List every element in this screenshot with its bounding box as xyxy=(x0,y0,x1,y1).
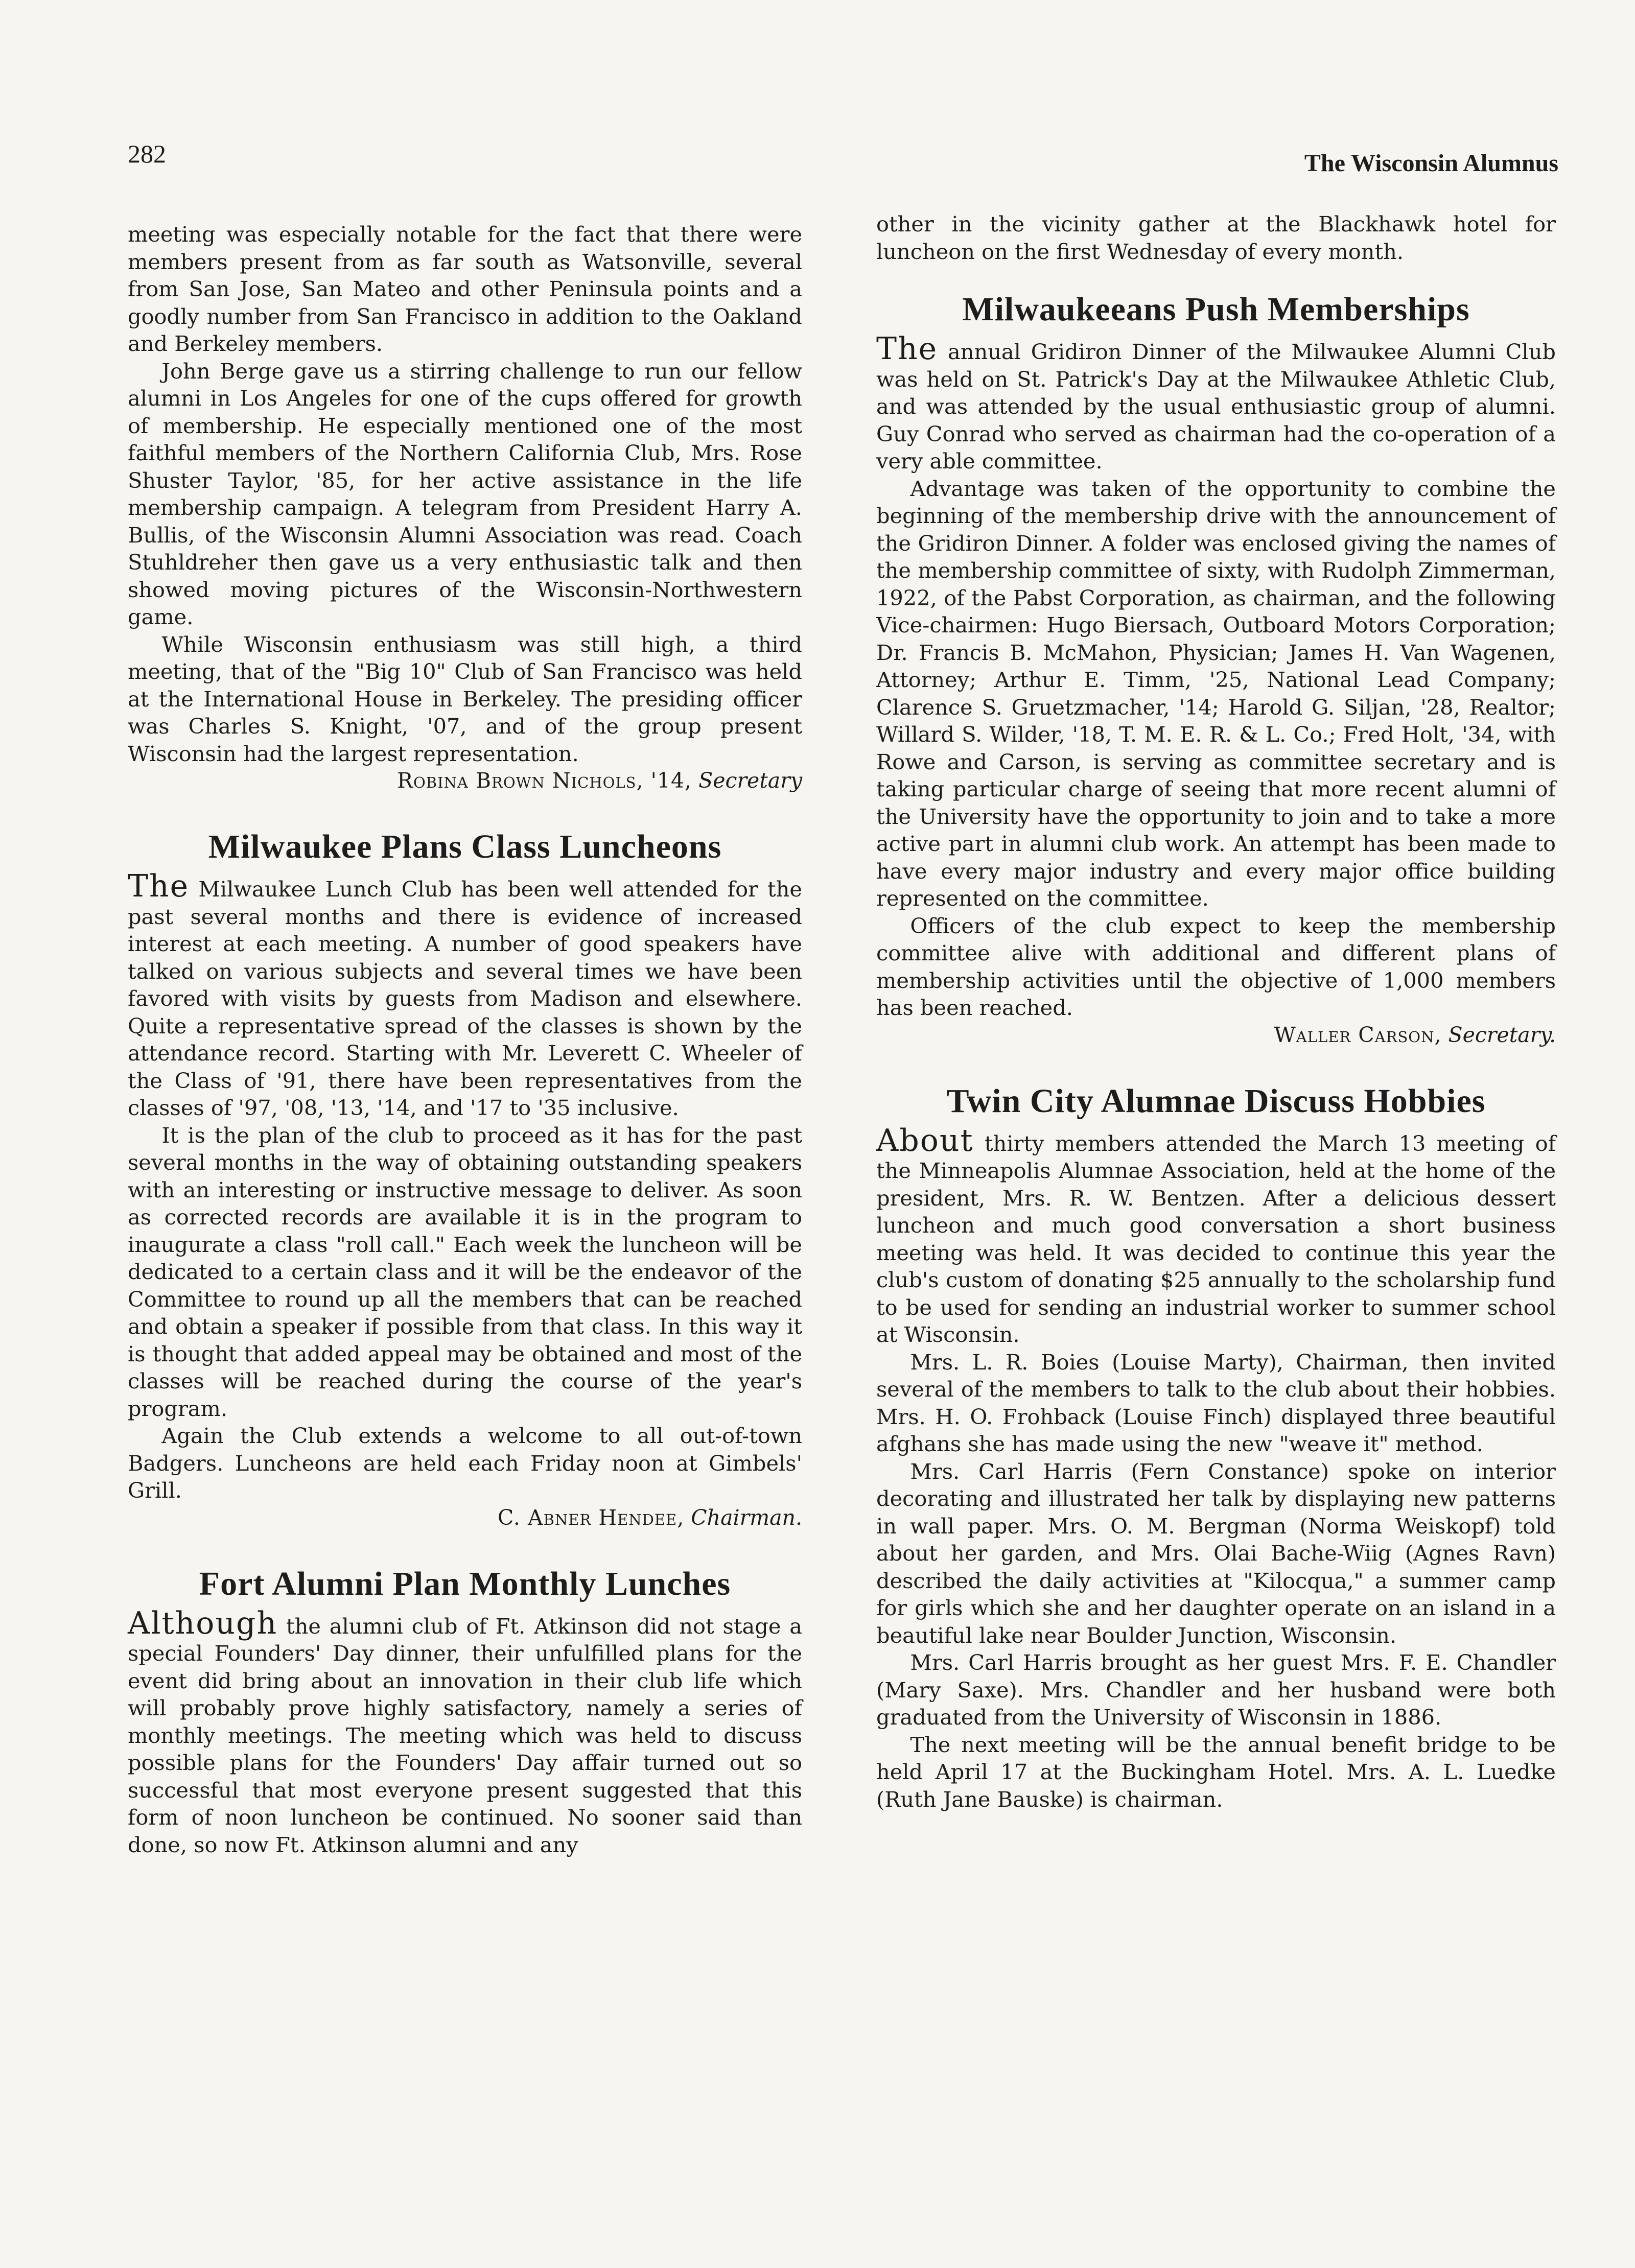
paragraph-text: thirty members attended the March 13 meeting of the Minneapolis Alumnae Association, held at the home of the president, Mrs. R. W. Bentzen. After a delicious dessert luncheon and much good conversation a short business meeting was held. It was decided to continue this year the club's custom of donating $25 annually to the scholarship fund to be used for sending an industrial worker to summer school at Wisconsin. xyxy=(876,1130,1556,1347)
signature-name: C. Abner Hendee, xyxy=(498,1505,685,1530)
paragraph xyxy=(876,1122,1556,1349)
lead-word: The xyxy=(128,868,190,904)
lead-word: About xyxy=(876,1122,974,1159)
lead-word: Although xyxy=(128,1605,278,1641)
right-column xyxy=(876,210,1556,1813)
paragraph: other in the vicinity gather at the Blackhawk hotel for luncheon on the first Wednesday of every month. xyxy=(876,211,1556,264)
signature-role: Secretary. xyxy=(1448,1022,1556,1047)
paragraph-text: the alumni club of Ft. Atkinson did not stage a special Founders' Day dinner, their unfulfilled plans for the event did bring about an innovation in their club life which will probably prove highly satisfactory, namely a series of monthly meetings. The meeting which was held to discuss possible plans for the Founders' Day affair turned out so successful that most everyone present suggested that this form of noon luncheon be continued. No sooner said than done, so now Ft. Atkinson alumni and any xyxy=(128,1613,802,1857)
paragraph: Mrs. Carl Harris brought as her guest Mrs. F. E. Chandler (Mary Saxe). Mrs. Chandler and her husband were both graduated from the University of Wisconsin in 1886. xyxy=(876,1650,1556,1730)
lead-word: The xyxy=(876,331,938,367)
paragraph: The next meeting will be the annual benefit bridge to be held April 17 at the Buckingham Hotel. Mrs. A. L. Luedke (Ruth Jane Bauske) is chairman. xyxy=(876,1732,1556,1812)
signature-role: Secretary xyxy=(698,768,802,793)
article-title: Milwaukee Plans Class Luncheons xyxy=(208,828,722,865)
signature xyxy=(128,1504,802,1531)
article-title: Twin City Alumnae Discuss Hobbies xyxy=(946,1082,1486,1120)
paragraph: Mrs. L. R. Boies (Louise Marty), Chairman, then invited several of the members to talk to the club about their hobbies. Mrs. H. O. Frohback (Louise Finch) displayed three beautiful afghans she has made using the new "weave it" method. xyxy=(876,1349,1556,1456)
paragraph: meeting was especially notable for the fact that there were members present from as far south as Watsonville, several from San Jose, San Mateo and other Peninsula points and a goodly number from San Francisco in addition to the Oakland and Berkeley members. xyxy=(128,222,802,356)
signature-role: Chairman. xyxy=(691,1505,802,1530)
paragraph: Mrs. Carl Harris (Fern Constance) spoke on interior decorating and illustrated her talk by displaying new patterns in wall paper. Mrs. O. M. Bergman (Norma Weiskopf) told about her garden, and Mrs. Olai Bache-Wiig (Agnes Ravn) described the daily activities at "Kilocqua," a summer camp for girls which she and her daughter operate on an island in a beautiful lake near Boulder Junction, Wisconsin. xyxy=(876,1458,1556,1648)
article-title: Milwaukeeans Push Memberships xyxy=(962,291,1470,328)
paragraph: While Wisconsin enthusiasm was still high, a third meeting, that of the "Big 10" Club of San Francisco was held at the International House in Berkeley. The presiding officer was Charles S. Knight, '07, and of the group present Wisconsin had the largest representation. xyxy=(128,631,802,766)
paragraph: John Berge gave us a stirring challenge to run our fellow alumni in Los Angeles for one of the cups offered for growth of membership. He especially mentioned one of the most faithful members of the Northern California Club, Mrs. Rose Shuster Taylor, '85, for her active assistance in the life membership campaign. A telegram from President Harry A. Bullis, of the Wisconsin Alumni Association was read. Coach Stuhldreher then gave us a very enthusiastic talk and then showed moving pictures of the Wisconsin-Northwestern game. xyxy=(128,358,802,629)
signature xyxy=(876,1022,1556,1049)
signature-name: Robina Brown Nichols, '14, xyxy=(397,768,692,793)
paragraph xyxy=(128,868,802,1122)
publication-title: The Wisconsin Alumnus xyxy=(1304,150,1558,177)
paragraph: Advantage was taken of the opportunity to combine the beginning of the membership drive with the announcement of the Gridiron Dinner. A folder was enclosed giving the names of the membership committee of sixty, with Rudolph Zimmerman, 1922, of the Pabst Corporation, as chairman, and the following Vice-chairmen: Hugo Biersach, Outboard Motors Corporation; Dr. Francis B. McMahon, Physician; James H. Van Wagenen, Attorney; Arthur E. Timm, '25, National Lead Company; Clarence S. Gruetzmacher, '14; Harold G. Siljan, '28, Realtor; Willard S. Wilder, '18, T. M. E. R. & L. Co.; Fred Holt, '34, with Rowe and Carson, is serving as committee secretary and is taking particular charge of seeing that more recent alumni of the University have the opportunity to join and to take a more active part in alumni club work. An attempt has been made to have every major industry and every major office building represented on the committee. xyxy=(876,476,1556,911)
paragraph-text: annual Gridiron Dinner of the Milwaukee Alumni Club was held on St. Patrick's Day at the Milwaukee Athletic Club, and was attended by the usual enthusiastic group of alumni. Guy Conrad who served as chairman had the co-operation of a very able committee. xyxy=(876,339,1556,474)
page-number: 282 xyxy=(128,139,166,168)
paragraph: It is the plan of the club to proceed as it has for the past several months in the way of obtaining outstanding speakers with an interesting or instructive message to deliver. As soon as corrected records are available it is in the program to inaugurate a class "roll call." Each week the luncheon will be dedicated to a certain class and it will be the endeavor of the Committee to round up all the members that can be reached and obtain a speaker if possible from that class. In this way it is thought that added appeal may be obtained and most of the classes will be reached during the course of the year's program. xyxy=(128,1122,802,1421)
paragraph: Officers of the club expect to keep the membership committee alive with additional and different plans of membership activities until the objective of 1,000 members has been reached. xyxy=(876,913,1556,1020)
signature-name: Waller Carson, xyxy=(1274,1022,1442,1047)
paragraph xyxy=(128,1605,802,1859)
paragraph: Again the Club extends a welcome to all out-of-town Badgers. Luncheons are held each Friday noon at Gimbels' Grill. xyxy=(128,1423,802,1503)
paragraph xyxy=(876,331,1556,475)
paragraph-text: Milwaukee Lunch Club has been well attended for the past several months and there is evidence of increased interest at each meeting. A number of good speakers have talked on various subjects and several times we have been favored with visits by guests from Madison and elsewhere. Quite a representative spread of the classes is shown by the attendance record. Starting with Mr. Leverett C. Wheeler of the Class of '91, there have been representatives from the classes of '97, '08, '13, '14, and '17 to '35 inclusive. xyxy=(128,877,802,1120)
article-title: Fort Alumni Plan Monthly Lunches xyxy=(199,1565,731,1602)
signature xyxy=(128,767,802,794)
left-column xyxy=(128,221,802,1858)
